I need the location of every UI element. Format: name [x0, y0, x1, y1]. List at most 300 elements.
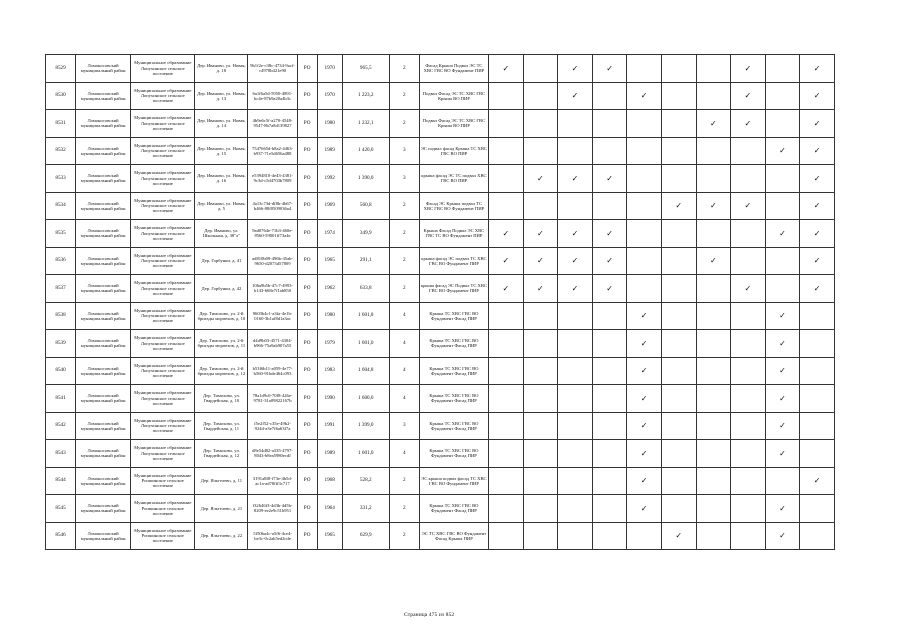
register-table [45, 54, 835, 550]
row-number: 8543 [46, 440, 76, 468]
works-list-cell: Крыша ТС ХВС ГВС ВО Фундамент Фасад ПИР [419, 440, 488, 468]
work-check-cell [489, 440, 524, 468]
row-number: 8533 [46, 165, 76, 193]
work-check-cell [800, 357, 835, 385]
year-built-cell: 1962 [317, 275, 342, 303]
work-check-cell [765, 440, 800, 468]
work-check-cell [800, 302, 835, 330]
house-code-cell: 7547665d-b8a2-4463-b937-71e5d656a488 [248, 137, 297, 165]
work-check-cell [523, 275, 558, 303]
address-cell: Дер. Иваново, ул. Новая, д. 14 [195, 110, 248, 138]
year-built-cell: 1989 [317, 137, 342, 165]
municipality-cell: Муниципальное образование Лопухинское сельское поселение [131, 55, 195, 83]
district-cell: Ломоносовский муниципальный район [76, 302, 131, 330]
area-cell: 560,8 [342, 192, 389, 220]
house-code-cell: b53f6b11-a059-4e77-b560-91bde464c093 [248, 357, 297, 385]
address-cell: Дер. Иваново, ул. Новая, д. 15 [195, 137, 248, 165]
municipality-cell: Муниципальное образование Лопухинское сельское поселение [131, 192, 195, 220]
floors-cell: 4 [389, 330, 419, 358]
work-check-cell [765, 330, 800, 358]
works-list-cell: ЭС подвал фасад Крыша ТС ХВС ГВС ВО ПИР [419, 137, 488, 165]
check-mark-icon: ✓ [779, 531, 786, 541]
work-check-cell [696, 137, 731, 165]
work-check-cell [696, 110, 731, 138]
work-check-cell [731, 467, 766, 495]
fund-type-cell: РО [297, 110, 317, 138]
municipality-cell: Муниципальное образование Ропшинское сельское поселение [131, 467, 195, 495]
work-check-cell [592, 302, 627, 330]
row-number: 8541 [46, 385, 76, 413]
work-check-cell [627, 275, 662, 303]
work-check-cell [800, 495, 835, 523]
check-mark-icon: ✓ [744, 118, 752, 128]
work-check-cell [731, 165, 766, 193]
work-check-cell [765, 82, 800, 110]
works-list-cell: Крыша ТС ХВС ГВС ВО Фундамент Фасад ПИР [419, 412, 488, 440]
check-mark-icon: ✓ [537, 256, 544, 266]
district-cell: Ломоносовский муниципальный район [76, 82, 131, 110]
works-list-cell: Фасад Крыша Подвал ЭС ТС ХВС ГВС ВО Фундамент ПИР [419, 55, 488, 83]
check-mark-icon: ✓ [502, 256, 510, 266]
house-code-cell: 78a1d9c0-70f8-426e-9781-31a09822167b [248, 385, 297, 413]
check-mark-icon: ✓ [640, 91, 648, 101]
work-check-cell [592, 440, 627, 468]
check-mark-icon: ✓ [537, 283, 544, 293]
fund-type-cell: РО [297, 357, 317, 385]
address-cell: Дер. Тимохово, ул. 2-й бригады морпехов, д. 10 [195, 302, 248, 330]
address-cell: Дер. Иваново, ул. Новая, д. 13 [195, 82, 248, 110]
check-mark-icon: ✓ [709, 201, 717, 211]
work-check-cell [765, 165, 800, 193]
house-code-cell: f5e2f52-c35e-49b2-924d-a3e7f6a63f7a [248, 412, 297, 440]
fund-type-cell: РО [297, 302, 317, 330]
district-cell: Ломоносовский муниципальный район [76, 357, 131, 385]
row-number: 8534 [46, 192, 76, 220]
work-check-cell [696, 330, 731, 358]
work-check-cell [731, 330, 766, 358]
table-row [46, 110, 835, 138]
work-check-cell [661, 55, 696, 83]
area-cell: 629,9 [342, 522, 389, 550]
work-check-cell [627, 165, 662, 193]
check-mark-icon: ✓ [537, 228, 544, 238]
district-cell: Ломоносовский муниципальный район [76, 110, 131, 138]
work-check-cell [800, 82, 835, 110]
work-check-cell [627, 440, 662, 468]
work-check-cell [558, 440, 593, 468]
work-check-cell [800, 247, 835, 275]
work-check-cell [592, 385, 627, 413]
work-check-cell [523, 82, 558, 110]
check-mark-icon: ✓ [502, 63, 510, 73]
house-code-cell: 6a1f6a5d-5950-4891-bc4e-87b9a20a4b3c [248, 82, 297, 110]
area-cell: 1 223,2 [342, 82, 389, 110]
work-check-cell [523, 440, 558, 468]
work-check-cell [731, 192, 766, 220]
work-check-cell [661, 247, 696, 275]
work-check-cell [800, 192, 835, 220]
work-check-cell [696, 385, 731, 413]
house-code-cell: d8e54d82-a335-4797-8043-b8ea5980ecdf [248, 440, 297, 468]
check-mark-icon: ✓ [537, 173, 544, 183]
work-check-cell [592, 110, 627, 138]
work-check-cell [765, 495, 800, 523]
year-built-cell: 1974 [317, 220, 342, 248]
floors-cell: 2 [389, 247, 419, 275]
work-check-cell [696, 440, 731, 468]
check-mark-icon: ✓ [571, 283, 579, 293]
work-check-cell [627, 247, 662, 275]
table-row [46, 302, 835, 330]
fund-type-cell: РО [297, 137, 317, 165]
municipality-cell: Муниципальное образование Лопухинское сельское поселение [131, 137, 195, 165]
work-check-cell [523, 495, 558, 523]
works-list-cell: Крыша ТС ХВС ГВС ВО Фундамент Фасад ПИР [419, 495, 488, 523]
work-check-cell [523, 55, 558, 83]
work-check-cell [696, 275, 731, 303]
floors-cell: 4 [389, 357, 419, 385]
fund-type-cell: РО [297, 192, 317, 220]
area-cell: 1 601,0 [342, 330, 389, 358]
district-cell: Ломоносовский муниципальный район [76, 137, 131, 165]
work-check-cell [523, 357, 558, 385]
row-number: 8546 [46, 522, 76, 550]
work-check-cell [592, 357, 627, 385]
check-mark-icon: ✓ [709, 256, 717, 266]
district-cell: Ломоносовский муниципальный район [76, 330, 131, 358]
year-built-cell: 1992 [317, 165, 342, 193]
work-check-cell [489, 137, 524, 165]
work-check-cell [731, 522, 766, 550]
work-check-cell [696, 495, 731, 523]
work-check-cell [696, 220, 731, 248]
row-number: 8536 [46, 247, 76, 275]
check-mark-icon: ✓ [709, 118, 717, 128]
floors-cell: 4 [389, 440, 419, 468]
works-list-cell: Крыша ТС ХВС ГВС ВО Фундамент Фасад ПИР [419, 302, 488, 330]
house-code-cell: 106a9b5b-47c7-4993-b143-668e7f1ab850 [248, 275, 297, 303]
work-check-cell [592, 275, 627, 303]
area-cell: 1 601,8 [342, 302, 389, 330]
table-row [46, 82, 835, 110]
work-check-cell [558, 110, 593, 138]
floors-cell: 3 [389, 137, 419, 165]
fund-type-cell: РО [297, 412, 317, 440]
check-mark-icon: ✓ [640, 503, 648, 513]
work-check-cell [592, 247, 627, 275]
floors-cell: 2 [389, 522, 419, 550]
check-mark-icon: ✓ [779, 393, 786, 403]
area-cell: 291,1 [342, 247, 389, 275]
check-mark-icon: ✓ [779, 146, 786, 156]
work-check-cell [523, 302, 558, 330]
area-cell: 1 399,0 [342, 412, 389, 440]
municipality-cell: Муниципальное образование Лопухинское сельское поселение [131, 110, 195, 138]
municipality-cell: Муниципальное образование Лопухинское сельское поселение [131, 247, 195, 275]
table-row [46, 522, 835, 550]
municipality-cell: Муниципальное образование Лопухинское сельское поселение [131, 330, 195, 358]
address-cell: Дер. Яльгелево, д. 22 [195, 522, 248, 550]
work-check-cell [627, 385, 662, 413]
work-check-cell [661, 522, 696, 550]
municipality-cell: Муниципальное образование Лопухинское сельское поселение [131, 275, 195, 303]
area-cell: 1 420,0 [342, 137, 389, 165]
year-built-cell: 1970 [317, 55, 342, 83]
work-check-cell [523, 467, 558, 495]
work-check-cell [523, 412, 558, 440]
work-check-cell [661, 412, 696, 440]
work-check-cell [661, 275, 696, 303]
floors-cell: 2 [389, 192, 419, 220]
floors-cell: 2 [389, 495, 419, 523]
work-check-cell [800, 55, 835, 83]
work-check-cell [696, 412, 731, 440]
check-mark-icon: ✓ [571, 256, 579, 266]
work-check-cell [489, 55, 524, 83]
row-number: 8540 [46, 357, 76, 385]
work-check-cell [696, 522, 731, 550]
work-check-cell [696, 192, 731, 220]
work-check-cell [592, 165, 627, 193]
work-check-cell [765, 137, 800, 165]
check-mark-icon: ✓ [640, 338, 648, 348]
work-check-cell [627, 302, 662, 330]
work-check-cell [592, 330, 627, 358]
row-number: 8530 [46, 82, 76, 110]
work-check-cell [765, 522, 800, 550]
check-mark-icon: ✓ [640, 366, 648, 376]
work-check-cell [558, 192, 593, 220]
row-number: 8539 [46, 330, 76, 358]
house-code-cell: 5f50ba4c-a5f6-4ce4-be3c-0c2ab5ed2cde [248, 522, 297, 550]
work-check-cell [800, 137, 835, 165]
table-row [46, 357, 835, 385]
address-cell: Дер. Иваново, ул. Новая, д. 18 [195, 55, 248, 83]
fund-type-cell: РО [297, 440, 317, 468]
fund-type-cell: РО [297, 247, 317, 275]
work-check-cell [489, 275, 524, 303]
work-check-cell [627, 220, 662, 248]
works-list-cell: Крыша Фасад Подвал ЭС ХВС ГВС ТС ВО Фундамент ПИР [419, 220, 488, 248]
work-check-cell [592, 55, 627, 83]
fund-type-cell: РО [297, 385, 317, 413]
check-mark-icon: ✓ [744, 91, 752, 101]
work-check-cell [731, 82, 766, 110]
check-mark-icon: ✓ [779, 421, 786, 431]
work-check-cell [800, 385, 835, 413]
check-mark-icon: ✓ [571, 228, 579, 238]
work-check-cell [800, 275, 835, 303]
work-check-cell [489, 495, 524, 523]
year-built-cell: 1970 [317, 82, 342, 110]
work-check-cell [558, 357, 593, 385]
work-check-cell [800, 330, 835, 358]
check-mark-icon: ✓ [779, 503, 786, 513]
address-cell: Дер. Тимохово, ул. Гвардейская, д. 11 [195, 412, 248, 440]
table-row [46, 55, 835, 83]
work-check-cell [558, 412, 593, 440]
check-mark-icon: ✓ [640, 421, 648, 431]
check-mark-icon: ✓ [502, 283, 510, 293]
work-check-cell [765, 247, 800, 275]
work-check-cell [800, 440, 835, 468]
house-code-cell: 9b1f2e-c38c-4734-9acf-c4978b421e90 [248, 55, 297, 83]
work-check-cell [765, 357, 800, 385]
work-check-cell [523, 247, 558, 275]
work-check-cell [627, 82, 662, 110]
district-cell: Ломоносовский муниципальный район [76, 275, 131, 303]
floors-cell: 2 [389, 275, 419, 303]
work-check-cell [523, 220, 558, 248]
district-cell: Ломоносовский муниципальный район [76, 412, 131, 440]
area-cell: 1 232,1 [342, 110, 389, 138]
work-check-cell [592, 495, 627, 523]
work-check-cell [696, 165, 731, 193]
check-mark-icon: ✓ [779, 228, 786, 238]
check-mark-icon: ✓ [779, 338, 786, 348]
house-code-cell: 9ad0764e-71b3-460e-8560-59001ff73a4e [248, 220, 297, 248]
municipality-cell: Муниципальное образование Лопухинское сельское поселение [131, 220, 195, 248]
works-list-cell: Подвал Фасад ЭС ТС ХВС ГВС Крыша ВО ПИР [419, 110, 488, 138]
works-list-cell: ЭС крыша подвал фасад ТС ХВС ГВС ВО Фундамент ПИР [419, 467, 488, 495]
work-check-cell [765, 192, 800, 220]
area-cell: 528,2 [342, 467, 389, 495]
area-cell: 1 604,8 [342, 357, 389, 385]
works-list-cell: Крыша ТС ХВС ГВС ВО Фундамент Фасад ПИР [419, 330, 488, 358]
check-mark-icon: ✓ [744, 201, 752, 211]
district-cell: Ломоносовский муниципальный район [76, 522, 131, 550]
work-check-cell [523, 192, 558, 220]
work-check-cell [661, 385, 696, 413]
year-built-cell: 1980 [317, 302, 342, 330]
work-check-cell [489, 330, 524, 358]
district-cell: Ломоносовский муниципальный район [76, 495, 131, 523]
work-check-cell [558, 137, 593, 165]
work-check-cell [489, 467, 524, 495]
table-row [46, 275, 835, 303]
house-code-cell: 3191a8f8-f73e-4b5d-ac1a-ad78fff3c717 [248, 467, 297, 495]
area-cell: 965,5 [342, 55, 389, 83]
work-check-cell [661, 82, 696, 110]
check-mark-icon: ✓ [675, 531, 683, 541]
work-check-cell [558, 165, 593, 193]
work-check-cell [661, 110, 696, 138]
municipality-cell: Муниципальное образование Лопухинское сельское поселение [131, 440, 195, 468]
house-code-cell: d4d9b03-4571-4304-b966-75a9ab907a55 [248, 330, 297, 358]
district-cell: Ломоносовский муниципальный район [76, 385, 131, 413]
work-check-cell [800, 165, 835, 193]
work-check-cell [696, 357, 731, 385]
check-mark-icon: ✓ [813, 283, 821, 293]
table-row [46, 440, 835, 468]
work-check-cell [558, 247, 593, 275]
area-cell: 1 390,0 [342, 165, 389, 193]
work-check-cell [731, 110, 766, 138]
year-built-cell: 1991 [317, 412, 342, 440]
work-check-cell [489, 247, 524, 275]
address-cell: Дер. Тимохово, ул. 2-й бригады морпехов, д. 11 [195, 330, 248, 358]
table-row [46, 495, 835, 523]
check-mark-icon: ✓ [779, 448, 786, 458]
area-cell: 331,2 [342, 495, 389, 523]
area-cell: 349,9 [342, 220, 389, 248]
fund-type-cell: РО [297, 55, 317, 83]
address-cell: Дер. Яльгелево, д. 11 [195, 467, 248, 495]
municipality-cell: Муниципальное образование Лопухинское сельское поселение [131, 412, 195, 440]
check-mark-icon: ✓ [606, 63, 613, 73]
floors-cell: 3 [389, 412, 419, 440]
work-check-cell [489, 412, 524, 440]
check-mark-icon: ✓ [813, 146, 821, 156]
work-check-cell [731, 275, 766, 303]
work-check-cell [661, 330, 696, 358]
work-check-cell [558, 55, 593, 83]
work-check-cell [661, 137, 696, 165]
works-list-cell: Подвал Фасад ЭС ТС ХВС ГВС Крыша ВО ПИР [419, 82, 488, 110]
work-check-cell [489, 110, 524, 138]
address-cell: Дер. Тимохово, ул. Гвардейская, д. 10 [195, 385, 248, 413]
work-check-cell [558, 82, 593, 110]
house-code-cell: e5394810-4e43-4381-9c3d-c5d4703b7809 [248, 165, 297, 193]
row-number: 8544 [46, 467, 76, 495]
table-row [46, 412, 835, 440]
work-check-cell [489, 192, 524, 220]
work-check-cell [558, 495, 593, 523]
check-mark-icon: ✓ [813, 201, 821, 211]
year-built-cell: 1969 [317, 192, 342, 220]
year-built-cell: 1990 [317, 385, 342, 413]
district-cell: Ломоносовский муниципальный район [76, 440, 131, 468]
work-check-cell [627, 110, 662, 138]
work-check-cell [489, 385, 524, 413]
work-check-cell [489, 357, 524, 385]
work-check-cell [627, 55, 662, 83]
fund-type-cell: РО [297, 220, 317, 248]
house-code-cell: 4a13c73d-df8b-4b67-b466-88f0509036a4 [248, 192, 297, 220]
check-mark-icon: ✓ [675, 201, 683, 211]
table-row [46, 330, 835, 358]
work-check-cell [592, 192, 627, 220]
work-check-cell [661, 220, 696, 248]
works-list-cell: ЭС ТС ХВС ГВС ВО Фундамент Фасад Крыша ПИР [419, 522, 488, 550]
work-check-cell [765, 55, 800, 83]
check-mark-icon: ✓ [813, 476, 821, 486]
work-check-cell [558, 522, 593, 550]
table-row [46, 192, 835, 220]
address-cell: Дер. Иваново, ул. Новая, д. 5 [195, 192, 248, 220]
work-check-cell [627, 357, 662, 385]
municipality-cell: Муниципальное образование Ропшинское сельское поселение [131, 522, 195, 550]
work-check-cell [800, 522, 835, 550]
municipality-cell: Муниципальное образование Лопухинское сельское поселение [131, 302, 195, 330]
work-check-cell [558, 330, 593, 358]
work-check-cell [696, 55, 731, 83]
check-mark-icon: ✓ [813, 173, 821, 183]
house-code-cell: 9603b4c1-a3fa-4e1b-0160-3b1af8d1a3ac [248, 302, 297, 330]
work-check-cell [731, 385, 766, 413]
district-cell: Ломоносовский муниципальный район [76, 220, 131, 248]
row-number: 8538 [46, 302, 76, 330]
address-cell: Дер. Горбунки, д. 42 [195, 275, 248, 303]
check-mark-icon: ✓ [744, 63, 752, 73]
work-check-cell [627, 330, 662, 358]
work-check-cell [731, 247, 766, 275]
work-check-cell [558, 220, 593, 248]
works-list-cell: крыша фасад ЭС подвал ТС ХВС ГВС ВО Фундамент ПИР [419, 247, 488, 275]
year-built-cell: 1979 [317, 330, 342, 358]
table-row [46, 247, 835, 275]
work-check-cell [558, 275, 593, 303]
